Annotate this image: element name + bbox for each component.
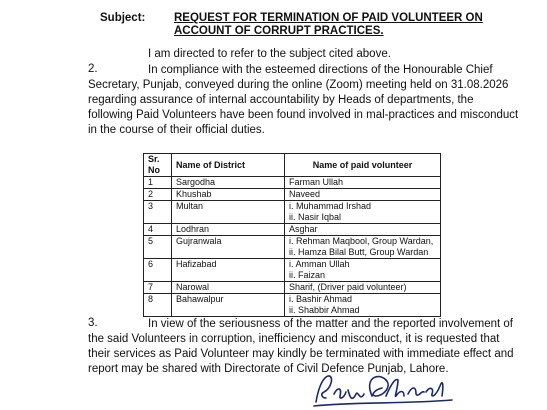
- cell-volunteer: [285, 177, 441, 189]
- volunteer-name: i. Rehman Maqbool, Group Wardan,: [289, 236, 434, 246]
- table-header-row: [144, 154, 441, 177]
- volunteer-name: i. Bashir Ahmad: [289, 294, 353, 304]
- volunteer-name: ii. Hamza Bilal Butt, Group Wardan: [289, 247, 429, 257]
- subject-line-1: REQUEST FOR TERMINATION OF PAID VOLUNTEER ON: [174, 12, 483, 24]
- cell-district: Narowal: [172, 282, 285, 294]
- para-2-line-2: Secretary, Punjab, conveyed during the online (Zoom) meeting held on 31.08.2026: [88, 79, 509, 91]
- cell-sr-no: 2: [144, 189, 172, 201]
- cell-district: Bahawalpur: [172, 294, 285, 317]
- table-row: [144, 201, 441, 224]
- cell-sr-no: 1: [144, 177, 172, 189]
- cell-volunteer: [285, 282, 441, 294]
- volunteer-name: Farman Ullah: [289, 177, 344, 187]
- cell-volunteer: [285, 236, 441, 259]
- table-row: [144, 224, 441, 236]
- para-2-line-3: regarding assurance of internal accountability by Heads of departments, the: [88, 94, 474, 106]
- table-row: [144, 282, 441, 294]
- cell-sr-no: 8: [144, 294, 172, 317]
- table-row: [144, 236, 441, 259]
- volunteer-name: Asghar: [289, 224, 318, 234]
- volunteer-table: [143, 153, 441, 317]
- paragraph-3: [88, 317, 530, 377]
- cell-sr-no: 3: [144, 201, 172, 224]
- cell-district: Khushab: [172, 189, 285, 201]
- cell-volunteer: [285, 259, 441, 282]
- cell-sr-no: 5: [144, 236, 172, 259]
- signature: [312, 372, 472, 410]
- para-2-number: 2.: [88, 63, 98, 75]
- para-2-line-1: In compliance with the esteemed directions of the Honourable Chief: [148, 64, 493, 76]
- subject-label: Subject:: [100, 12, 146, 24]
- para-3-number: 3.: [88, 317, 98, 329]
- paragraph-2: [88, 63, 530, 138]
- subject-text: [174, 12, 514, 38]
- cell-district: Gujranwala: [172, 236, 285, 259]
- cell-sr-no: 6: [144, 259, 172, 282]
- volunteer-name: Naveed: [289, 189, 321, 199]
- cell-volunteer: [285, 201, 441, 224]
- table-row: [144, 294, 441, 317]
- para-3-line-3: their services as Paid Volunteer may kindly be terminated with immediate effect and: [88, 348, 514, 360]
- para-3-line-1: In view of the seriousness of the matter and the reported involvement of: [148, 318, 514, 330]
- cell-volunteer: [285, 224, 441, 236]
- volunteer-table-body: [144, 177, 441, 317]
- cell-district: Hafizabad: [172, 259, 285, 282]
- volunteer-name: ii. Faizan: [289, 270, 326, 280]
- para-2-line-4: following Paid Volunteers have been found involved in mal-practices and misconduct: [88, 109, 519, 121]
- header-volunteer: Name of paid volunteer: [285, 154, 441, 177]
- cell-district: Lodhran: [172, 224, 285, 236]
- para-3-line-2: the said Volunteers in corruption, inefficiency and misconduct, it is requested that: [88, 333, 500, 345]
- header-district: Name of District: [172, 154, 285, 177]
- cell-district: Multan: [172, 201, 285, 224]
- volunteer-name: i. Muhammad Irshad: [289, 201, 372, 211]
- cell-volunteer: [285, 189, 441, 201]
- volunteer-name: i. Amman Ullah: [289, 259, 350, 269]
- intro-paragraph: I am directed to refer to the subject cited above.: [148, 48, 391, 60]
- header-sr-no: Sr. No: [144, 154, 172, 177]
- cell-volunteer: [285, 294, 441, 317]
- para-2-line-5: in the course of their official duties.: [88, 124, 265, 136]
- table-row: [144, 259, 441, 282]
- cell-sr-no: 7: [144, 282, 172, 294]
- volunteer-name: ii. Shabbir Ahmad: [289, 305, 360, 315]
- subject-line-2: ACCOUNT OF CORRUPT PRACTICES.: [174, 25, 384, 37]
- cell-sr-no: 4: [144, 224, 172, 236]
- volunteer-name: ii. Nasir Iqbal: [289, 212, 342, 222]
- table-row: [144, 189, 441, 201]
- table-row: [144, 177, 441, 189]
- cell-district: Sargodha: [172, 177, 285, 189]
- volunteer-name: Sharif, (Driver paid volunteer): [289, 282, 407, 292]
- para-3-line-4: report may be shared with Directorate of Civil Defence Punjab, Lahore.: [88, 363, 449, 375]
